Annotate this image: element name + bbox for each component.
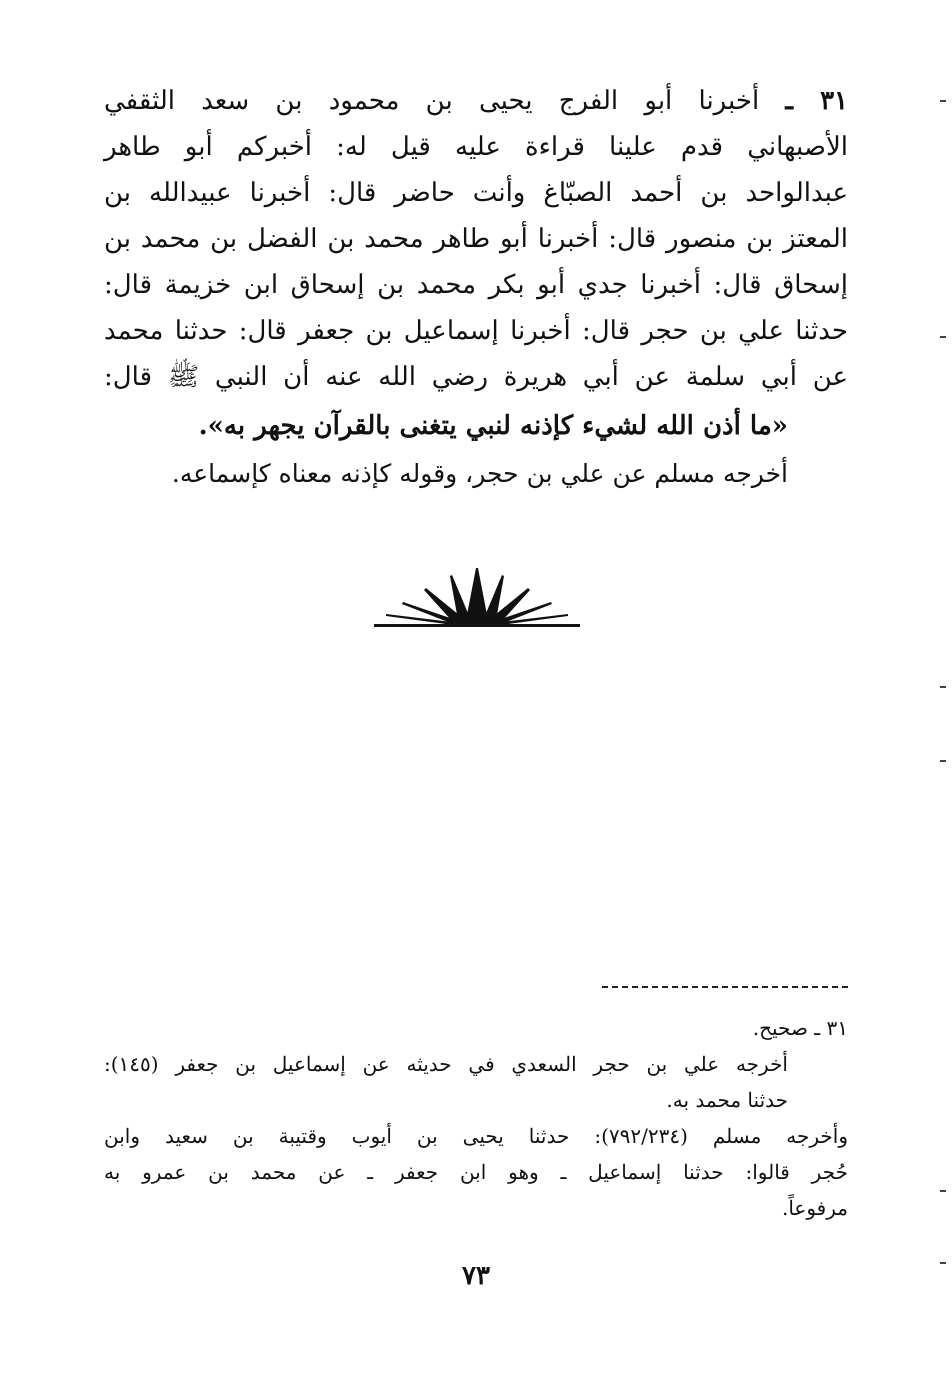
edge-mark [940, 686, 946, 688]
footnote-line-3: وأخرجه مسلم (٧٩٢/٢٣٤): حدثنا يحيى بن أيوب وقتيبة بن سعيد وابن [104, 1124, 848, 1148]
hadith-number: ٣١ ـ [785, 86, 849, 116]
footnote-heading: ٣١ ـ صحيح. [752, 1016, 848, 1040]
hadith-text [104, 78, 848, 496]
edge-mark [940, 1190, 946, 1192]
hadith-line-2: الأصبهاني قدم علينا قراءة عليه قيل له: أخبركم أبو طاهر [104, 132, 848, 162]
hadith-line-text: أخبرنا أبو الفرج يحيى بن محمود بن سعد الثقفي [104, 86, 760, 116]
footnote-line-1: أخرجه علي بن حجر السعدي في حديثه عن إسماعيل بن جعفر (١٤٥): [104, 1052, 788, 1076]
footnotes [104, 1010, 848, 1226]
footnote-line-4: حُجر قالوا: حدثنا إسماعيل ـ وهو ابن جعفر ـ عن محمد بن عمرو به [104, 1160, 848, 1184]
edge-mark [940, 1262, 946, 1264]
hadith-line-5: إسحاق قال: أخبرنا جدي أبو بكر محمد بن إسحاق ابن خزيمة قال: [104, 270, 848, 300]
edge-mark [940, 760, 946, 762]
footnote-line-5: مرفوعاً. [781, 1196, 848, 1220]
hadith-line-6: حدثنا علي بن حجر قال: أخبرنا إسماعيل بن جعفر قال: حدثنا محمد [104, 316, 848, 346]
sunburst-ornament-icon [372, 562, 582, 632]
hadith-line-1 [104, 78, 848, 124]
hadith-line-4: المعتز بن منصور قال: أخبرنا أبو طاهر محمد بن الفضل بن محمد بن [104, 224, 848, 254]
edge-mark [940, 100, 946, 102]
footnote-separator [602, 986, 848, 988]
edge-mark [940, 336, 946, 338]
footnote-line-2: حدثنا محمد به. [666, 1088, 788, 1112]
hadith-line-3: عبدالواحد بن أحمد الصبّاغ وأنت حاضر قال: أخبرنا عبيدالله بن [104, 178, 848, 208]
hadith-quote: «ما أذن الله لشيء كإذنه لنبي يتغنى بالقرآن يجهر به». [198, 411, 788, 441]
hadith-line-7: عن أبي سلمة عن أبي هريرة رضي الله عنه أن النبي ﷺ قال: [104, 362, 848, 392]
page-number: ٧٣ [462, 1261, 490, 1291]
hadith-takhrij: أخرجه مسلم عن علي بن حجر، وقوله كإذنه معناه كإسماعه. [171, 459, 788, 488]
